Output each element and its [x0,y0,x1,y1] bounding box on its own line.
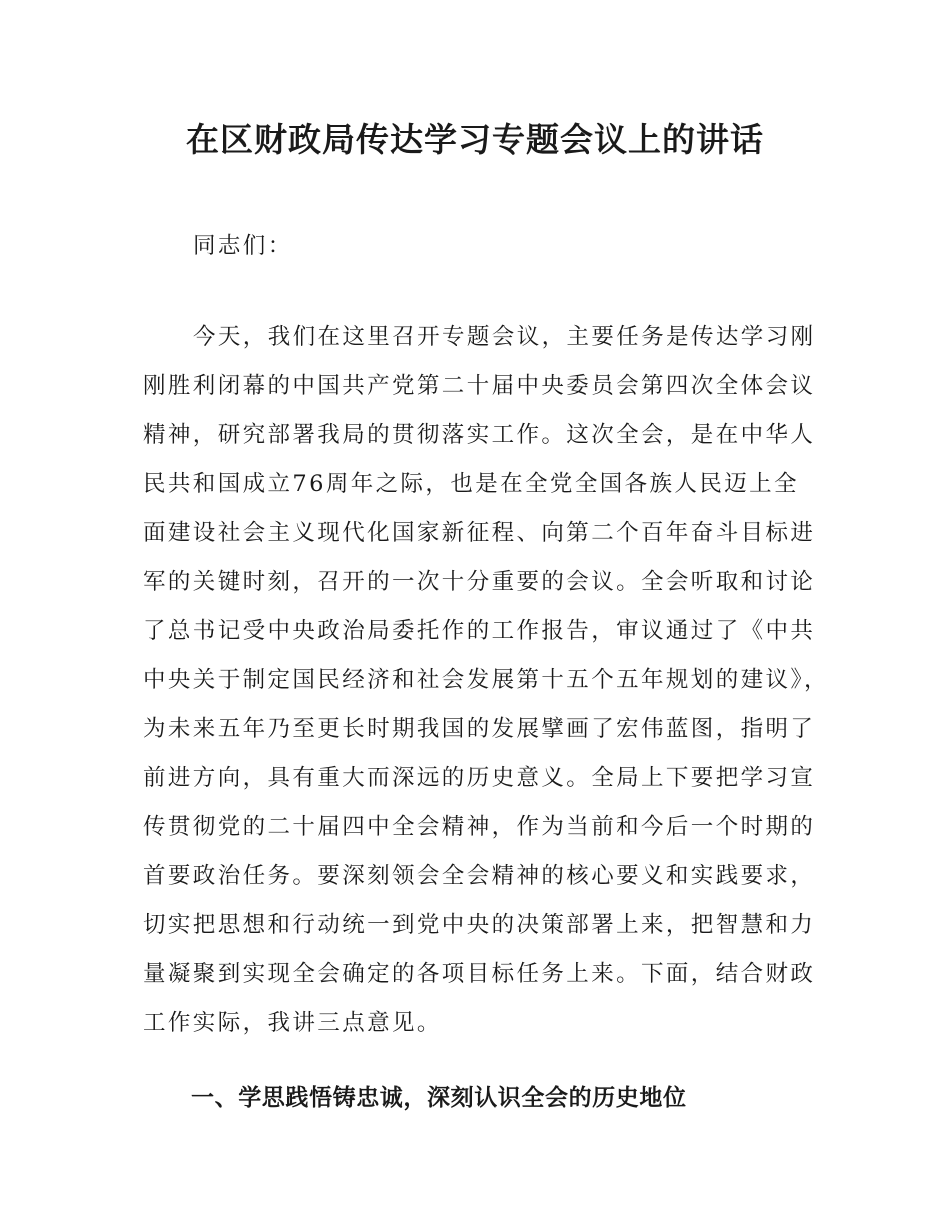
paragraph-line: 了总书记受中央政治局委托作的工作报告，审议通过了《中共 [143,618,816,644]
paragraph-line: 量凝聚到实现全会确定的各项目标任务上来。下面，结合财政 [143,961,816,987]
paragraph-line: 刚胜利闭幕的中国共产党第二十届中央委员会第四次全体会议 [143,373,816,399]
paragraph-line: 工作实际，我讲三点意见。 [143,1010,442,1036]
paragraph-line: 军的关键时刻，召开的一次十分重要的会议。全会听取和讨论 [143,569,816,595]
paragraph-line: 精神，研究部署我局的贯彻落实工作。这次全会，是在中华人 [143,422,816,448]
paragraph-line: 为未来五年乃至更长时期我国的发展擘画了宏伟蓝图，指明了 [143,716,816,742]
paragraph-line: 今天，我们在这里召开专题会议，主要任务是传达学习刚 [193,324,816,350]
paragraph-line: 前进方向，具有重大而深远的历史意义。全局上下要把学习宣 [143,765,816,791]
paragraph-line: 中央关于制定国民经济和社会发展第十五个五年规划的建议》， [143,667,829,693]
document-title: 在区财政局传达学习专题会议上的讲话 [186,120,764,159]
paragraph-line: 面建设社会主义现代化国家新征程、向第二个百年奋斗目标进 [143,520,816,546]
paragraph-line: 切实把思想和行动统一到党中央的决策部署上来，把智慧和力 [143,912,816,938]
paragraph-line: 首要政治任务。要深刻领会全会精神的核心要义和实践要求， [143,863,816,889]
section-heading: 一、学思践悟铸忠诚，深刻认识全会的历史地位 [191,1085,687,1111]
salutation: 同志们： [193,233,293,259]
paragraph-line: 民共和国成立76周年之际，也是在全党全国各族人民迈上全 [143,471,799,497]
paragraph-line: 传贯彻党的二十届四中全会精神，作为当前和今后一个时期的 [143,814,816,840]
opening-paragraph [143,313,829,1048]
